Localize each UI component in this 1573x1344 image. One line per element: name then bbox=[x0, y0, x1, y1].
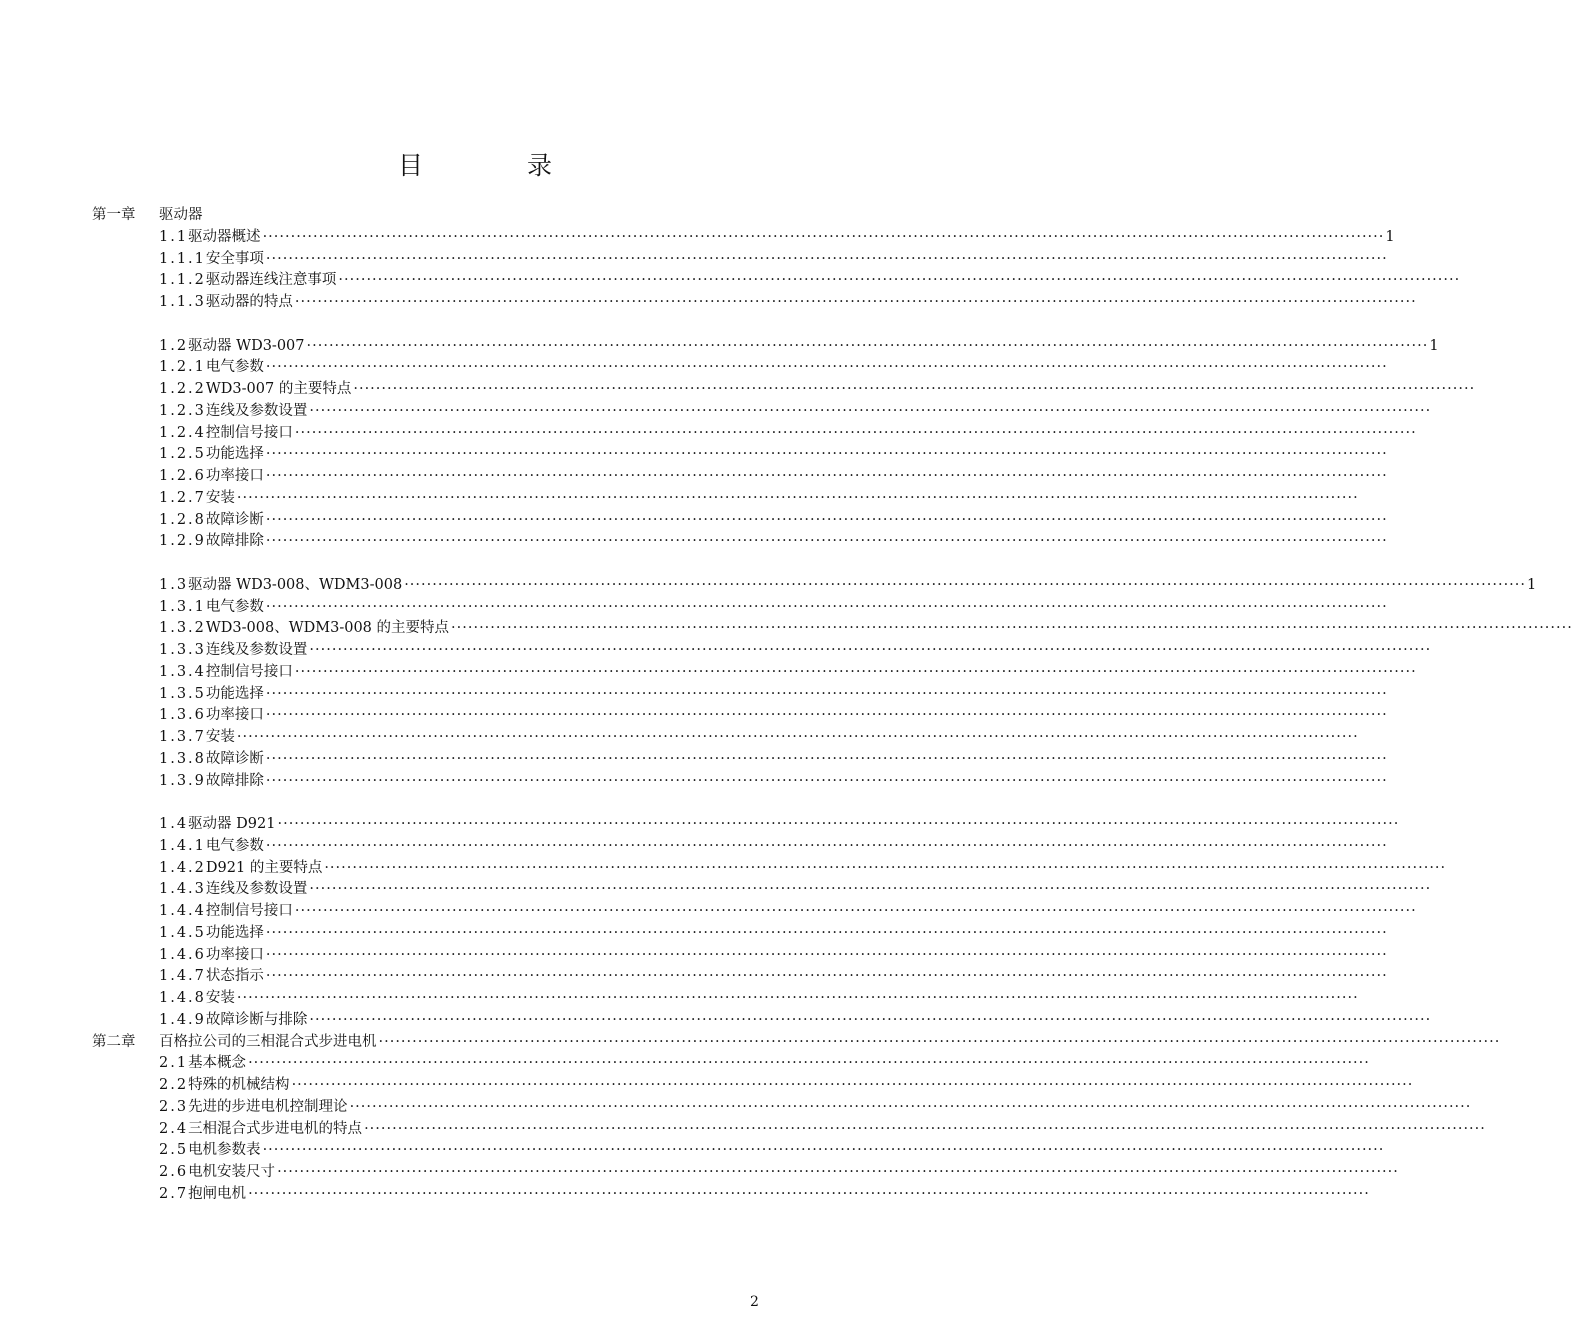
toc-entry-label: 故障诊断 bbox=[205, 511, 264, 528]
toc-entry[interactable] bbox=[92, 1009, 1432, 1031]
toc-leader-dots: ········································································································································································································ bbox=[306, 337, 1429, 354]
toc-entry[interactable] bbox=[92, 683, 1388, 705]
toc-entry[interactable] bbox=[92, 878, 1432, 900]
toc-entry-body bbox=[159, 965, 1388, 987]
toc-entry[interactable] bbox=[92, 922, 1388, 944]
toc-entry-number: 1.3.2 bbox=[159, 620, 206, 637]
toc-entry-label: 抱闸电机 bbox=[188, 1185, 247, 1202]
toc-entry-number: 2.5 bbox=[159, 1142, 189, 1159]
toc-entry-label: 驱动器概述 bbox=[188, 228, 261, 245]
toc-entry-number: 1.4 bbox=[159, 816, 189, 832]
toc-entry-label: 电气参数 bbox=[205, 598, 264, 615]
toc-entry[interactable] bbox=[92, 443, 1388, 465]
toc-entry[interactable] bbox=[92, 857, 1447, 879]
toc-entry-body bbox=[159, 857, 1447, 879]
toc-chapter[interactable] bbox=[92, 1031, 1501, 1053]
toc-entry-body bbox=[159, 422, 1417, 444]
toc-entry-body bbox=[159, 944, 1388, 966]
toc-entry-number: 2.7 bbox=[159, 1185, 189, 1202]
toc-chapter-number: 第一章 bbox=[92, 207, 136, 223]
toc-entry-number: 1.2.4 bbox=[159, 424, 206, 441]
toc-entry[interactable] bbox=[92, 1096, 1472, 1118]
toc-leader-dots: ········································································································································································································ bbox=[265, 946, 1388, 963]
toc-leader-dots: ········································································································································································································ bbox=[265, 772, 1388, 789]
toc-chapter-number: 第二章 bbox=[92, 1033, 136, 1050]
toc-leader-dots: ········································································································································································································ bbox=[324, 859, 1447, 876]
toc-leader-dots: ········································································································································································································ bbox=[309, 642, 1432, 658]
toc-entry-number: 1.4.2 bbox=[159, 859, 206, 876]
toc-entry-number: 1.4.7 bbox=[159, 968, 206, 985]
toc-entry-body bbox=[159, 813, 1400, 835]
toc-entry-label: D921 的主要特点 bbox=[205, 859, 323, 876]
toc-entry[interactable] bbox=[92, 813, 1400, 835]
toc-entry-body bbox=[159, 639, 1432, 661]
toc-entry[interactable] bbox=[92, 944, 1388, 966]
toc-entry-body bbox=[159, 248, 1388, 270]
toc-entry[interactable] bbox=[92, 748, 1388, 770]
toc-entry[interactable] bbox=[92, 1161, 1399, 1183]
toc-entry-body bbox=[159, 704, 1388, 726]
toc-entry-number: 1.2.8 bbox=[159, 511, 206, 528]
toc-entry-number: 1.4.9 bbox=[159, 1011, 206, 1028]
toc-entry-number: 1.3.3 bbox=[159, 642, 206, 658]
toc-leader-dots: ········································································································································································································ bbox=[404, 576, 1527, 593]
toc-leader-dots: ········································································································································································································ bbox=[265, 924, 1388, 941]
toc-entry-number: 1.1.1 bbox=[159, 250, 206, 267]
toc-entry-number: 1.2.2 bbox=[159, 381, 206, 397]
toc-entry-label: 连线及参数设置 bbox=[205, 642, 308, 658]
toc-entry[interactable] bbox=[92, 770, 1388, 792]
toc-entry-body bbox=[159, 574, 1537, 596]
toc-entry-number: 1.1.3 bbox=[159, 294, 206, 310]
toc-entry-number: 1.3.6 bbox=[159, 707, 206, 724]
toc-entry-label: 基本概念 bbox=[188, 1055, 247, 1072]
toc-leader-dots: ········································································································································································································ bbox=[236, 729, 1359, 745]
toc-entry[interactable] bbox=[92, 422, 1417, 444]
toc-entry-body bbox=[159, 1161, 1399, 1183]
toc-entry[interactable] bbox=[92, 530, 1388, 552]
toc-entry-body bbox=[159, 1009, 1432, 1031]
toc-entry[interactable] bbox=[92, 1074, 1414, 1096]
toc-entry[interactable] bbox=[92, 487, 1359, 509]
toc-entry[interactable] bbox=[92, 639, 1432, 661]
toc-entry-number: 1.3 bbox=[159, 576, 189, 593]
toc-leader-dots: ········································································································································································································ bbox=[265, 446, 1388, 463]
toc-entry[interactable] bbox=[92, 269, 1461, 291]
toc-entry-number: 1.3.1 bbox=[159, 598, 206, 615]
toc-entry[interactable] bbox=[92, 509, 1388, 531]
toc-entry[interactable] bbox=[92, 335, 1439, 357]
toc-entry-body bbox=[159, 1074, 1414, 1096]
toc-leader-dots: ········································································································································································································ bbox=[378, 1033, 1501, 1050]
toc-entry[interactable] bbox=[92, 661, 1417, 683]
toc-entry-body bbox=[159, 1031, 1501, 1053]
page-number: 2 bbox=[750, 1294, 759, 1310]
toc-entry-body bbox=[159, 987, 1359, 1009]
toc-leader-dots: ········································································································································································································ bbox=[265, 707, 1388, 724]
toc-entry[interactable] bbox=[92, 1183, 1370, 1205]
toc-entry-number: 1.4.6 bbox=[159, 946, 206, 963]
toc-leader-dots: ········································································································································································································ bbox=[265, 359, 1388, 376]
toc-entry-number: 2.6 bbox=[159, 1164, 189, 1180]
toc-entry-label: 功率接口 bbox=[205, 946, 264, 963]
toc-entry[interactable] bbox=[92, 465, 1388, 487]
toc-entry-body bbox=[159, 335, 1439, 357]
toc-entry-label: 驱动器的特点 bbox=[205, 294, 293, 310]
toc-entry-label: 驱动器 WD3-008、WDM3-008 bbox=[188, 576, 403, 593]
toc-entry-number: 1.4.3 bbox=[159, 881, 206, 898]
toc-entry-number: 1.2.9 bbox=[159, 533, 206, 550]
toc-entry-label: 状态指示 bbox=[205, 968, 264, 985]
toc-entry-number: 1.4.8 bbox=[159, 990, 206, 1006]
toc-entry[interactable] bbox=[92, 226, 1395, 248]
toc-leader-dots: ········································································································································································································ bbox=[309, 881, 1432, 898]
toc-entry-label: 驱动器 D921 bbox=[188, 816, 276, 832]
toc-entry-label: 功率接口 bbox=[205, 707, 264, 724]
toc-leader-dots: ········································································································································································································ bbox=[236, 489, 1359, 506]
toc-page-number: 1 bbox=[1385, 228, 1395, 245]
toc-leader-dots: ········································································································································································································ bbox=[277, 816, 1400, 832]
toc-entry-label: 功能选择 bbox=[205, 685, 264, 702]
toc-leader-dots: ········································································································································································································ bbox=[294, 663, 1417, 680]
toc-page-number: 1 bbox=[1527, 576, 1537, 593]
toc-page-number: 1 bbox=[1429, 337, 1439, 354]
toc-entry-body bbox=[159, 465, 1388, 487]
toc-entry[interactable] bbox=[92, 1139, 1385, 1161]
toc-leader-dots: ········································································································································································································ bbox=[338, 272, 1461, 289]
toc-entry-body bbox=[159, 683, 1388, 705]
toc-entry-label: 驱动器 WD3-007 bbox=[188, 337, 305, 354]
toc-entry-body bbox=[159, 291, 1417, 313]
toc-entry-number: 1.2.5 bbox=[159, 446, 206, 463]
toc-entry-number: 2.4 bbox=[159, 1120, 189, 1137]
toc-leader-dots: ········································································································································································································ bbox=[291, 1077, 1414, 1093]
toc-entry-label: 功能选择 bbox=[205, 446, 264, 463]
toc-entry-body bbox=[159, 878, 1432, 900]
toc-entry[interactable] bbox=[92, 726, 1359, 748]
toc-leader-dots: ········································································································································································································ bbox=[265, 968, 1388, 985]
toc-entry-body bbox=[159, 356, 1388, 378]
toc-entry-number: 1.3.5 bbox=[159, 685, 206, 702]
toc-entry-body bbox=[159, 726, 1359, 748]
toc-entry[interactable] bbox=[92, 596, 1388, 618]
toc-entry-number: 2.3 bbox=[159, 1098, 189, 1115]
toc-entry-label: 故障排除 bbox=[205, 772, 264, 789]
toc-entry[interactable] bbox=[92, 378, 1476, 400]
toc-entry-label: 故障诊断与排除 bbox=[205, 1011, 308, 1028]
toc-leader-dots: ········································································································································································································ bbox=[236, 990, 1359, 1006]
toc-chapter[interactable] bbox=[92, 204, 772, 226]
toc-entry-label: 连线及参数设置 bbox=[205, 881, 308, 898]
toc-entry-label: 安装 bbox=[205, 489, 235, 506]
toc-leader-dots: ········································································································································································································ bbox=[349, 1098, 1472, 1115]
toc-entry-number: 1.4.4 bbox=[159, 903, 206, 919]
toc-entry[interactable] bbox=[92, 1052, 1370, 1074]
toc-entry-label: 安全事项 bbox=[205, 250, 264, 267]
toc-entry-number: 1.1.2 bbox=[159, 272, 206, 289]
toc-leader-dots: ········································································································································································································ bbox=[265, 511, 1388, 528]
toc-leader-dots: ········································································································································································································ bbox=[294, 424, 1417, 441]
toc-entry-body bbox=[159, 900, 1417, 922]
toc-entry-number: 1.3.9 bbox=[159, 772, 206, 789]
toc-leader-dots: ········································································································································································································ bbox=[309, 402, 1432, 419]
toc-entry-body bbox=[159, 530, 1388, 552]
toc-entry[interactable] bbox=[92, 400, 1432, 422]
toc-entry-number: 1.2.7 bbox=[159, 489, 206, 506]
toc-entry[interactable] bbox=[92, 987, 1359, 1009]
toc-entry-body bbox=[159, 378, 1476, 400]
toc-entry-label: 先进的步进电机控制理论 bbox=[188, 1098, 348, 1115]
toc-leader-dots: ········································································································································································································ bbox=[309, 1011, 1432, 1028]
toc-entry-body bbox=[159, 443, 1388, 465]
toc-entry-number: 1.3.7 bbox=[159, 729, 206, 745]
toc-entry-body bbox=[159, 204, 359, 226]
toc-leader-dots: ········································································································································································································ bbox=[262, 228, 1385, 245]
toc-entry-body bbox=[159, 269, 1461, 291]
toc-entry[interactable] bbox=[92, 1118, 1486, 1140]
toc-entry[interactable] bbox=[92, 835, 1388, 857]
toc-entry[interactable] bbox=[92, 291, 1417, 313]
toc-entry-body bbox=[159, 487, 1359, 509]
toc-entry[interactable] bbox=[92, 965, 1388, 987]
toc-entry[interactable] bbox=[92, 574, 1537, 596]
toc-entry[interactable] bbox=[92, 356, 1388, 378]
toc-leader-dots: ········································································································································································································ bbox=[364, 1120, 1486, 1137]
toc-entry-number: 1.4.5 bbox=[159, 924, 206, 941]
toc-entry[interactable] bbox=[92, 617, 1573, 639]
toc-entry-label: 电气参数 bbox=[205, 837, 264, 854]
toc-leader-dots: ········································································································································································································ bbox=[451, 620, 1573, 637]
toc-entry-number: 1.2.6 bbox=[159, 468, 206, 484]
toc-entry-body bbox=[159, 509, 1388, 531]
toc-entry-number: 1.4.1 bbox=[159, 837, 206, 854]
toc-entry-number: 1.1 bbox=[159, 228, 189, 245]
toc-entry-body bbox=[159, 226, 1395, 248]
toc-entry[interactable] bbox=[92, 704, 1388, 726]
toc-entry-body bbox=[159, 1183, 1370, 1205]
toc-entry-label: 功能选择 bbox=[205, 924, 264, 941]
toc-leader-dots: ········································································································································································································ bbox=[277, 1164, 1399, 1180]
toc-entry-label: 安装 bbox=[205, 729, 235, 745]
toc-entry-label: 特殊的机械结构 bbox=[188, 1077, 290, 1093]
toc-entry-body bbox=[159, 770, 1388, 792]
toc-entry-body bbox=[159, 1096, 1472, 1118]
toc-entry-label: 电机安装尺寸 bbox=[188, 1164, 276, 1180]
toc-entry-label: 控制信号接口 bbox=[205, 903, 293, 919]
toc-entry-number: 1.3.4 bbox=[159, 663, 206, 680]
toc-entry-number: 1.2 bbox=[159, 337, 189, 354]
toc-entry-body bbox=[159, 748, 1388, 770]
toc-entry-label: 驱动器 bbox=[159, 207, 203, 223]
toc-entry-number: 1.2.3 bbox=[159, 402, 206, 419]
toc-leader-dots: ········································································································································································································ bbox=[294, 903, 1417, 919]
toc-leader-dots: ········································································································································································································ bbox=[248, 1055, 1370, 1072]
toc-entry[interactable] bbox=[92, 900, 1417, 922]
toc-entry-label: 安装 bbox=[205, 990, 235, 1006]
page-title: 目 录 bbox=[398, 151, 600, 180]
toc-entry-body bbox=[159, 1118, 1486, 1140]
toc-entry-body bbox=[159, 661, 1417, 683]
toc-entry-label: 功率接口 bbox=[205, 468, 264, 484]
toc-leader-dots: ········································································································································································································ bbox=[265, 598, 1388, 615]
toc-leader-dots: ········································································································································································································ bbox=[353, 381, 1476, 397]
toc-leader-dots: ········································································································································································································ bbox=[265, 250, 1388, 267]
toc-entry-body bbox=[159, 400, 1432, 422]
toc-entry-label: 控制信号接口 bbox=[205, 663, 293, 680]
toc-leader-dots: ········································································································································································································ bbox=[265, 533, 1388, 550]
toc-leader-dots: ········································································································································································································ bbox=[294, 294, 1417, 310]
toc-entry-label: 电机参数表 bbox=[188, 1142, 261, 1159]
toc-entry-label: 百格拉公司的三相混合式步进电机 bbox=[159, 1033, 377, 1050]
toc-leader-dots: ········································································································································································································ bbox=[265, 468, 1388, 484]
toc-leader-dots: ········································································································································································································ bbox=[265, 837, 1388, 854]
toc-entry[interactable] bbox=[92, 248, 1388, 270]
toc-entry-body bbox=[159, 835, 1388, 857]
toc-entry-number: 2.1 bbox=[159, 1055, 189, 1072]
toc-entry-label: 故障诊断 bbox=[205, 750, 264, 767]
toc-entry-label: WD3-008、WDM3-008 的主要特点 bbox=[205, 620, 450, 637]
toc-entry-label: WD3-007 的主要特点 bbox=[205, 381, 352, 397]
toc-entry-label: 故障排除 bbox=[205, 533, 264, 550]
toc-entry-body bbox=[159, 596, 1388, 618]
toc-entry-number: 2.2 bbox=[159, 1077, 189, 1093]
toc-entry-body bbox=[159, 617, 1573, 639]
toc-leader-dots: ········································································································································································································ bbox=[262, 1142, 1385, 1159]
toc-entry-body bbox=[159, 1139, 1385, 1161]
toc-entry-label: 控制信号接口 bbox=[205, 424, 293, 441]
toc-entry-label: 电气参数 bbox=[205, 359, 264, 376]
toc-entry-label: 连线及参数设置 bbox=[205, 402, 308, 419]
toc-entry-body bbox=[159, 1052, 1370, 1074]
toc-entry-number: 1.2.1 bbox=[159, 359, 206, 376]
toc-entry-body bbox=[159, 922, 1388, 944]
toc-leader-dots: ········································································································································································································ bbox=[265, 750, 1388, 767]
toc-entry-label: 三相混合式步进电机的特点 bbox=[188, 1120, 363, 1137]
toc-entry-label: 驱动器连线注意事项 bbox=[205, 272, 337, 289]
toc-entry-number: 1.3.8 bbox=[159, 750, 206, 767]
toc-leader-dots: ········································································································································································································ bbox=[248, 1185, 1370, 1202]
toc-leader-dots: ········································································································································································································ bbox=[265, 685, 1388, 702]
